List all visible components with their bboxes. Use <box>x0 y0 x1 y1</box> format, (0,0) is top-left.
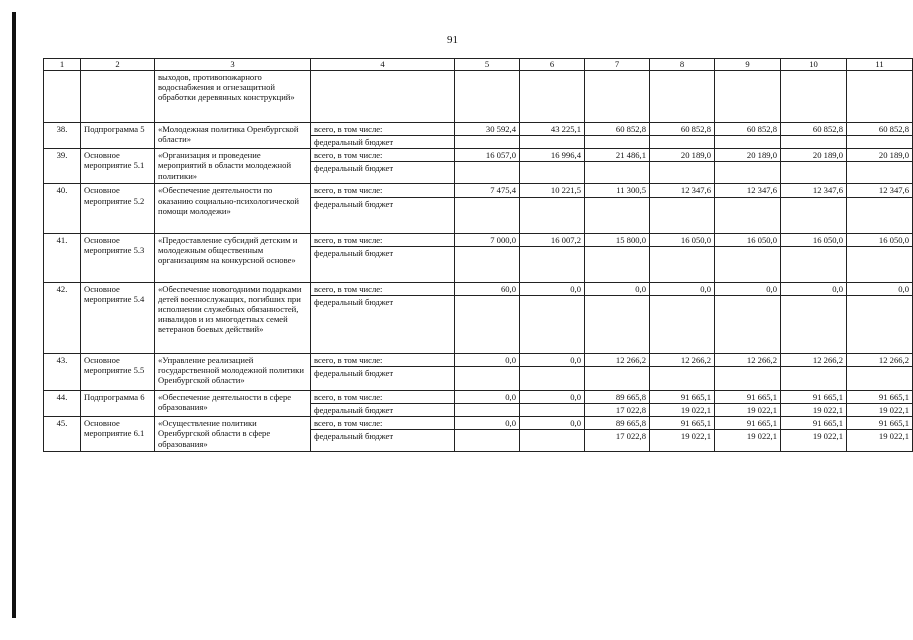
value-cell: 30 592,4 <box>455 123 520 136</box>
value-cell: 60 852,8 <box>650 123 715 136</box>
value-cell: 16 050,0 <box>847 233 913 246</box>
value-cell <box>781 162 847 184</box>
page-number: 91 <box>447 34 458 46</box>
value-cell: 0,0 <box>715 282 781 295</box>
value-cell: 0,0 <box>781 282 847 295</box>
value-cell <box>520 366 585 390</box>
value-cell: 19 022,1 <box>650 404 715 417</box>
table-row <box>44 353 913 366</box>
value-cell: 12 266,2 <box>585 353 650 366</box>
empty-cell <box>715 71 781 123</box>
row-name-cell: «Предоставление субсидий детским и молодежным общественным организациям на конкурсной основе» <box>155 233 311 282</box>
column-header: 7 <box>585 59 650 71</box>
empty-cell <box>781 71 847 123</box>
column-header: 1 <box>44 59 81 71</box>
value-cell: 16 050,0 <box>781 233 847 246</box>
table-row <box>44 123 913 136</box>
value-cell <box>847 136 913 149</box>
row-type-cell: Основное мероприятие 5.5 <box>81 353 155 390</box>
row-number-cell: 43. <box>44 353 81 390</box>
funding-label-cell: всего, в том числе: <box>311 417 455 430</box>
funding-label-cell: всего, в том числе: <box>311 123 455 136</box>
value-cell <box>715 366 781 390</box>
value-cell: 19 022,1 <box>847 404 913 417</box>
value-cell: 17 022,8 <box>585 430 650 452</box>
value-cell <box>455 366 520 390</box>
value-cell <box>650 136 715 149</box>
value-cell <box>781 246 847 282</box>
value-cell: 12 266,2 <box>781 353 847 366</box>
funding-label-cell: федеральный бюджет <box>311 246 455 282</box>
value-cell <box>715 197 781 233</box>
value-cell <box>847 366 913 390</box>
empty-cell <box>650 71 715 123</box>
row-type-cell: Основное мероприятие 6.1 <box>81 417 155 452</box>
column-header: 3 <box>155 59 311 71</box>
value-cell <box>455 430 520 452</box>
value-cell: 19 022,1 <box>715 430 781 452</box>
value-cell: 20 189,0 <box>781 149 847 162</box>
value-cell <box>650 366 715 390</box>
value-cell <box>585 136 650 149</box>
row-type-cell: Основное мероприятие 5.4 <box>81 282 155 353</box>
row-name-cell: «Обеспечение деятельности по оказанию социально-психологической помощи молодежи» <box>155 184 311 233</box>
value-cell: 21 486,1 <box>585 149 650 162</box>
value-cell: 19 022,1 <box>715 404 781 417</box>
value-cell: 91 665,1 <box>847 390 913 403</box>
column-header: 9 <box>715 59 781 71</box>
value-cell: 91 665,1 <box>715 390 781 403</box>
value-cell <box>520 246 585 282</box>
row-type-cell: Основное мероприятие 5.2 <box>81 184 155 233</box>
value-cell: 0,0 <box>585 282 650 295</box>
row-type-cell: Основное мероприятие 5.3 <box>81 233 155 282</box>
header-row <box>44 59 913 71</box>
column-header: 2 <box>81 59 155 71</box>
row-number-cell: 39. <box>44 149 81 184</box>
value-cell: 19 022,1 <box>781 404 847 417</box>
value-cell: 19 022,1 <box>650 430 715 452</box>
value-cell <box>455 162 520 184</box>
empty-cell <box>44 71 81 123</box>
value-cell: 91 665,1 <box>781 417 847 430</box>
value-cell <box>520 136 585 149</box>
funding-label-cell: всего, в том числе: <box>311 149 455 162</box>
budget-table <box>43 58 913 452</box>
funding-label-cell: федеральный бюджет <box>311 197 455 233</box>
value-cell <box>585 246 650 282</box>
value-cell: 16 057,0 <box>455 149 520 162</box>
value-cell <box>847 246 913 282</box>
row-name-cell: «Обеспечение деятельности в сфере образования» <box>155 390 311 416</box>
value-cell: 89 665,8 <box>585 390 650 403</box>
value-cell: 0,0 <box>520 353 585 366</box>
funding-label-cell: всего, в том числе: <box>311 184 455 197</box>
value-cell: 0,0 <box>520 390 585 403</box>
value-cell <box>847 162 913 184</box>
row-number-cell: 40. <box>44 184 81 233</box>
row-number-cell: 42. <box>44 282 81 353</box>
value-cell: 12 266,2 <box>715 353 781 366</box>
value-cell <box>781 197 847 233</box>
value-cell <box>520 295 585 353</box>
funding-label-cell: федеральный бюджет <box>311 404 455 417</box>
row-number-cell: 45. <box>44 417 81 452</box>
value-cell <box>455 404 520 417</box>
value-cell <box>847 295 913 353</box>
value-cell <box>455 197 520 233</box>
value-cell: 0,0 <box>455 390 520 403</box>
value-cell <box>847 197 913 233</box>
value-cell <box>585 162 650 184</box>
row-type-cell: Подпрограмма 5 <box>81 123 155 149</box>
row-number-cell: 38. <box>44 123 81 149</box>
value-cell: 43 225,1 <box>520 123 585 136</box>
table-body <box>44 59 913 452</box>
row-name-cell: «Организация и проведение мероприятий в области молодежной политики» <box>155 149 311 184</box>
empty-cell <box>585 71 650 123</box>
value-cell: 12 347,6 <box>781 184 847 197</box>
empty-cell <box>311 71 455 123</box>
value-cell: 0,0 <box>455 417 520 430</box>
table-row <box>44 417 913 430</box>
value-cell: 12 347,6 <box>847 184 913 197</box>
value-cell: 16 050,0 <box>650 233 715 246</box>
value-cell: 12 266,2 <box>847 353 913 366</box>
value-cell <box>585 295 650 353</box>
funding-label-cell: всего, в том числе: <box>311 233 455 246</box>
value-cell: 15 800,0 <box>585 233 650 246</box>
value-cell <box>650 162 715 184</box>
continuation-row <box>44 71 913 123</box>
table-row <box>44 149 913 162</box>
value-cell: 20 189,0 <box>847 149 913 162</box>
continued-name-cell: выходов, противопожарного водоснабжения и огнезащитной обработки деревянных конструкций» <box>155 71 311 123</box>
value-cell: 0,0 <box>650 282 715 295</box>
value-cell: 89 665,8 <box>585 417 650 430</box>
value-cell <box>520 430 585 452</box>
funding-label-cell: всего, в том числе: <box>311 390 455 403</box>
empty-cell <box>847 71 913 123</box>
empty-cell <box>81 71 155 123</box>
value-cell: 0,0 <box>847 282 913 295</box>
value-cell: 7 475,4 <box>455 184 520 197</box>
funding-label-cell: федеральный бюджет <box>311 295 455 353</box>
value-cell <box>650 246 715 282</box>
value-cell: 91 665,1 <box>715 417 781 430</box>
value-cell: 0,0 <box>520 282 585 295</box>
scan-edge-bar <box>12 12 16 618</box>
funding-label-cell: федеральный бюджет <box>311 430 455 452</box>
value-cell <box>455 295 520 353</box>
value-cell: 60 852,8 <box>781 123 847 136</box>
column-header: 10 <box>781 59 847 71</box>
table-row <box>44 390 913 403</box>
row-name-cell: «Управление реализацией государственной молодежной политики Оренбургской области» <box>155 353 311 390</box>
value-cell: 19 022,1 <box>781 430 847 452</box>
value-cell: 91 665,1 <box>650 390 715 403</box>
value-cell: 16 050,0 <box>715 233 781 246</box>
row-type-cell: Подпрограмма 6 <box>81 390 155 416</box>
value-cell <box>715 136 781 149</box>
value-cell <box>650 197 715 233</box>
empty-cell <box>455 71 520 123</box>
value-cell: 12 347,6 <box>715 184 781 197</box>
table-row <box>44 184 913 197</box>
table-row <box>44 233 913 246</box>
value-cell <box>520 162 585 184</box>
value-cell: 19 022,1 <box>847 430 913 452</box>
value-cell <box>455 136 520 149</box>
value-cell: 12 266,2 <box>650 353 715 366</box>
value-cell: 16 996,4 <box>520 149 585 162</box>
value-cell: 91 665,1 <box>781 390 847 403</box>
value-cell: 12 347,6 <box>650 184 715 197</box>
row-number-cell: 41. <box>44 233 81 282</box>
value-cell: 60 852,8 <box>715 123 781 136</box>
column-header: 5 <box>455 59 520 71</box>
column-header: 11 <box>847 59 913 71</box>
value-cell <box>781 366 847 390</box>
value-cell: 20 189,0 <box>715 149 781 162</box>
value-cell <box>585 366 650 390</box>
table-row <box>44 282 913 295</box>
value-cell <box>455 246 520 282</box>
value-cell <box>585 197 650 233</box>
value-cell: 11 300,5 <box>585 184 650 197</box>
row-name-cell: «Молодежная политика Оренбургской области» <box>155 123 311 149</box>
funding-label-cell: всего, в том числе: <box>311 282 455 295</box>
value-cell <box>520 404 585 417</box>
value-cell: 20 189,0 <box>650 149 715 162</box>
empty-cell <box>520 71 585 123</box>
value-cell <box>715 162 781 184</box>
value-cell: 17 022,8 <box>585 404 650 417</box>
row-name-cell: «Осуществление политики Оренбургской области в сфере образования» <box>155 417 311 452</box>
value-cell: 0,0 <box>520 417 585 430</box>
value-cell <box>715 295 781 353</box>
funding-label-cell: федеральный бюджет <box>311 162 455 184</box>
value-cell: 91 665,1 <box>650 417 715 430</box>
column-header: 6 <box>520 59 585 71</box>
value-cell: 0,0 <box>455 353 520 366</box>
column-header: 8 <box>650 59 715 71</box>
value-cell: 60 852,8 <box>585 123 650 136</box>
value-cell <box>781 295 847 353</box>
value-cell <box>650 295 715 353</box>
value-cell: 60,0 <box>455 282 520 295</box>
value-cell: 60 852,8 <box>847 123 913 136</box>
value-cell <box>781 136 847 149</box>
value-cell <box>715 246 781 282</box>
funding-label-cell: всего, в том числе: <box>311 353 455 366</box>
value-cell: 16 007,2 <box>520 233 585 246</box>
value-cell <box>520 197 585 233</box>
row-name-cell: «Обеспечение новогодними подарками детей военнослужащих, погибших при исполнении служебных обязанностей, инвалидов и из многодетных семей ветеранов боевых действий» <box>155 282 311 353</box>
value-cell: 10 221,5 <box>520 184 585 197</box>
row-number-cell: 44. <box>44 390 81 416</box>
funding-label-cell: федеральный бюджет <box>311 366 455 390</box>
column-header: 4 <box>311 59 455 71</box>
row-type-cell: Основное мероприятие 5.1 <box>81 149 155 184</box>
value-cell: 91 665,1 <box>847 417 913 430</box>
funding-label-cell: федеральный бюджет <box>311 136 455 149</box>
value-cell: 7 000,0 <box>455 233 520 246</box>
